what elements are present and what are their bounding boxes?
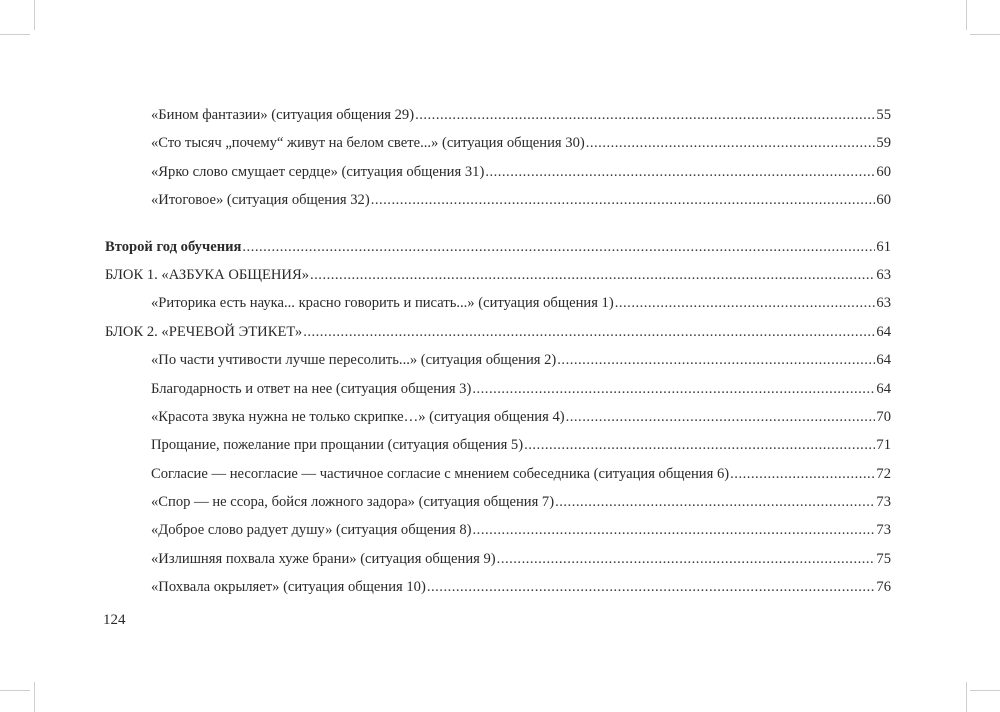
toc-block-heading <box>105 261 891 289</box>
toc-dot-leader <box>615 289 876 317</box>
toc-entry-title: «Красота звука нужна не только скрипке…» (ситуация общения 4) <box>151 408 565 425</box>
toc-entry-title: «Ярко слово смущает сердце» (ситуация общения 31) <box>151 163 485 180</box>
toc-dot-leader <box>555 488 875 516</box>
page-number: 124 <box>103 612 126 628</box>
toc-entry-title: «Итоговое» (ситуация общения 32) <box>151 192 370 209</box>
toc-entry-page: 63 <box>876 295 891 312</box>
toc-dot-leader <box>472 375 875 403</box>
toc-entry <box>105 573 891 601</box>
toc-entry-page: 64 <box>876 323 891 340</box>
toc-entry-title: «Риторика есть наука... красно говорить и писать...» (ситуация общения 1) <box>151 295 614 312</box>
toc-entry <box>105 403 891 431</box>
toc-dot-leader <box>485 158 875 186</box>
toc-section-heading <box>105 233 891 261</box>
toc-entry-title: «Спор — не ссора, бойся ложного задора» (ситуация общения 7) <box>151 494 555 511</box>
toc-dot-leader <box>557 346 875 374</box>
toc-entry-page: 63 <box>876 266 891 283</box>
toc-dot-leader <box>524 431 875 459</box>
toc-entry-title: БЛОК 1. «АЗБУКА ОБЩЕНИЯ» <box>105 266 309 283</box>
toc-entry <box>105 431 891 459</box>
toc-entry <box>105 460 891 488</box>
toc-dot-leader <box>566 403 876 431</box>
crop-mark <box>970 690 1000 691</box>
toc-entry-page: 64 <box>876 380 891 397</box>
toc-entry-title: «Сто тысяч „почему“ живут на белом свете...» (ситуация общения 30) <box>151 135 585 152</box>
toc-entry-page: 70 <box>876 408 891 425</box>
toc-dot-leader <box>242 233 875 261</box>
table-of-contents <box>105 101 891 602</box>
crop-mark <box>0 34 30 35</box>
toc-entry-page: 55 <box>876 107 891 123</box>
toc-dot-leader <box>473 516 876 544</box>
toc-entry <box>105 375 891 403</box>
toc-entry-title: Второй год обучения <box>105 238 242 255</box>
toc-entry <box>105 488 891 516</box>
toc-dot-leader <box>310 261 875 289</box>
toc-entry-page: 61 <box>876 238 891 255</box>
toc-entry-page: 60 <box>876 163 891 180</box>
toc-dot-leader <box>415 101 875 129</box>
toc-dot-leader <box>497 545 876 573</box>
toc-entry-title: «Бином фантазии» (ситуация общения 29) <box>151 107 415 123</box>
toc-dot-leader <box>427 573 876 601</box>
toc-entry-title: Согласие — несогласие — частичное согласие с мнением собеседника (ситуация общения 6) <box>151 465 730 482</box>
toc-entry-page: 59 <box>876 135 891 152</box>
toc-entry-title: Прощание, пожелание при прощании (ситуация общения 5) <box>151 437 524 454</box>
toc-entry-page: 71 <box>876 437 891 454</box>
crop-mark <box>966 0 967 30</box>
toc-entry-page: 73 <box>876 522 891 539</box>
toc-entry-page: 73 <box>876 494 891 511</box>
toc-entry-page: 64 <box>876 352 891 369</box>
toc-entry-title: БЛОК 2. «РЕЧЕВОЙ ЭТИКЕТ» <box>105 323 303 340</box>
toc-dot-leader <box>730 460 875 488</box>
crop-mark <box>0 690 30 691</box>
toc-entry <box>105 545 891 573</box>
crop-mark <box>34 682 35 712</box>
toc-entry-title: Благодарность и ответ на нее (ситуация общения 3) <box>151 380 472 397</box>
toc-dot-leader <box>303 318 875 346</box>
toc-entry-page: 72 <box>876 465 891 482</box>
toc-dot-leader <box>371 186 876 214</box>
toc-entry-title: «Доброе слово радует душу» (ситуация общения 8) <box>151 522 472 539</box>
toc-entry-title: «Похвала окрыляет» (ситуация общения 10) <box>151 579 426 596</box>
crop-mark <box>966 682 967 712</box>
toc-entry-page: 60 <box>876 192 891 209</box>
toc-entry <box>105 289 891 317</box>
toc-entry <box>105 129 891 157</box>
crop-mark <box>34 0 35 30</box>
toc-entry <box>105 158 891 186</box>
toc-entry <box>105 186 891 214</box>
crop-mark <box>970 34 1000 35</box>
toc-entry-page: 75 <box>876 550 891 567</box>
toc-entry-title: «По части учтивости лучше пересолить...» (ситуация общения 2) <box>151 352 557 369</box>
toc-entry <box>105 346 891 374</box>
toc-entry-page: 76 <box>876 579 891 596</box>
toc-entry <box>105 101 891 129</box>
toc-entry <box>105 516 891 544</box>
toc-entry-title: «Излишняя похвала хуже брани» (ситуация общения 9) <box>151 550 496 567</box>
toc-block-heading <box>105 318 891 346</box>
toc-dot-leader <box>586 129 876 157</box>
